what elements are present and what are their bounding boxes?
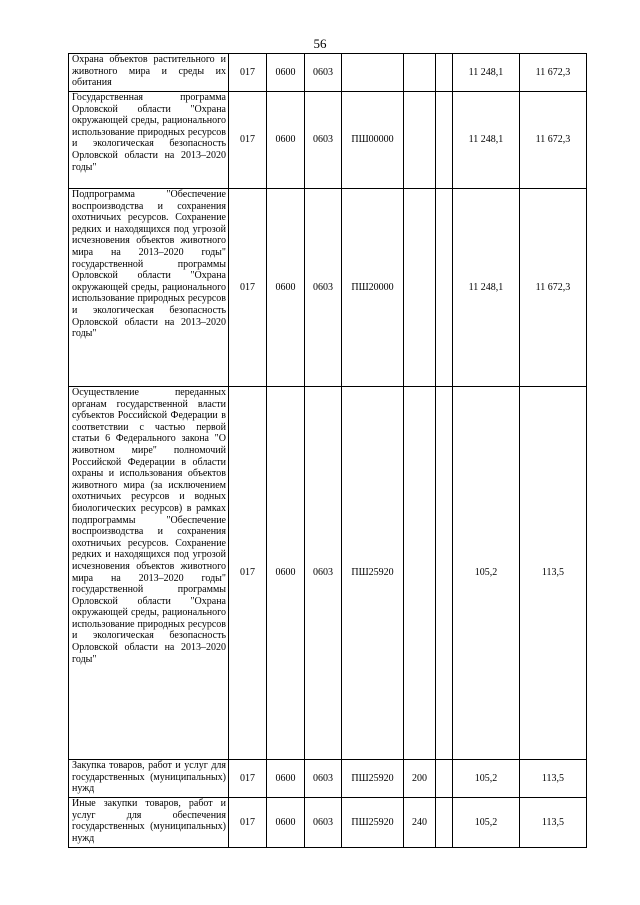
- row-name: Закупка товаров, работ и услуг для государственных (муниципальных) нужд: [69, 760, 229, 798]
- target-article-code: [342, 54, 404, 92]
- table-row: [69, 798, 587, 848]
- table-row: [69, 760, 587, 798]
- target-article-code: ПШ25920: [342, 760, 404, 798]
- subsection-code: 0603: [305, 54, 342, 92]
- grbs-code: 017: [229, 760, 267, 798]
- amount-first-year: 11 248,1: [453, 54, 520, 92]
- grbs-code: 017: [229, 387, 267, 760]
- section-code: 0600: [267, 189, 305, 387]
- amount-second-year: 11 672,3: [520, 189, 587, 387]
- expense-type-code: [404, 92, 436, 189]
- subsection-code: 0603: [305, 92, 342, 189]
- grbs-code: 017: [229, 92, 267, 189]
- target-article-code: ПШ25920: [342, 798, 404, 848]
- table-row: [69, 387, 587, 760]
- expense-type-code: 240: [404, 798, 436, 848]
- expense-type-code: [404, 189, 436, 387]
- section-code: 0600: [267, 92, 305, 189]
- table-row: [69, 92, 587, 189]
- row-name: Иные закупки товаров, работ и услуг для обеспечения государственных (муниципальных) нужд: [69, 798, 229, 848]
- subsection-code: 0603: [305, 189, 342, 387]
- extra-cell: [436, 760, 453, 798]
- table-row: [69, 54, 587, 92]
- amount-first-year: 11 248,1: [453, 92, 520, 189]
- amount-second-year: 113,5: [520, 798, 587, 848]
- section-code: 0600: [267, 387, 305, 760]
- row-name: Государственная программа Орловской области "Охрана окружающей среды, рационального использование природных ресурсов и экологическая безопасность Орловской области на 2013–2020 годы": [69, 92, 229, 189]
- subsection-code: 0603: [305, 387, 342, 760]
- amount-first-year: 105,2: [453, 387, 520, 760]
- amount-first-year: 105,2: [453, 798, 520, 848]
- target-article-code: ПШ25920: [342, 387, 404, 760]
- row-name: Охрана объектов растительного и животного мира и среды их обитания: [69, 54, 229, 92]
- amount-second-year: 113,5: [520, 387, 587, 760]
- row-name: Осуществление переданных органам государственной власти субъектов Российской Федерации в соответствии с частью первой статьи 6 Федерального закона "О животном мире" полномочий Российской Федерации в области охраны и использования объектов животного мира (за исключением охотничьих ресурсов и водных биологических ресурсов) в рамках подпрограммы "Обеспечение воспроизводства и сохранения охотничьих ресурсов. Сохранение редких и находящихся под угрозой исчезновения объектов животного мира на 2013–2020 годы" государственной программы Орловской области "Охрана окружающей среды, рационального использование природных ресурсов и экологическая безопасность Орловской области на 2013–2020 годы": [69, 387, 229, 760]
- subsection-code: 0603: [305, 760, 342, 798]
- extra-cell: [436, 54, 453, 92]
- amount-second-year: 11 672,3: [520, 92, 587, 189]
- grbs-code: 017: [229, 54, 267, 92]
- amount-first-year: 11 248,1: [453, 189, 520, 387]
- row-name: Подпрограмма "Обеспечение воспроизводства и сохранения охотничьих ресурсов. Сохранение редких и находящихся под угрозой исчезновения объектов животного мира на 2013–2020 годы" государственной программы Орловской области "Охрана окружающей среды, рационального использование природных ресурсов и экологическая безопасность Орловской области на 2013–2020 годы": [69, 189, 229, 387]
- section-code: 0600: [267, 760, 305, 798]
- expense-type-code: [404, 387, 436, 760]
- extra-cell: [436, 92, 453, 189]
- subsection-code: 0603: [305, 798, 342, 848]
- target-article-code: ПШ00000: [342, 92, 404, 189]
- expense-type-code: [404, 54, 436, 92]
- extra-cell: [436, 189, 453, 387]
- expense-type-code: 200: [404, 760, 436, 798]
- amount-second-year: 11 672,3: [520, 54, 587, 92]
- section-code: 0600: [267, 54, 305, 92]
- section-code: 0600: [267, 798, 305, 848]
- extra-cell: [436, 798, 453, 848]
- budget-table: [68, 53, 587, 848]
- target-article-code: ПШ20000: [342, 189, 404, 387]
- amount-first-year: 105,2: [453, 760, 520, 798]
- page-number: 56: [313, 36, 327, 51]
- extra-cell: [436, 387, 453, 760]
- table-row: [69, 189, 587, 387]
- grbs-code: 017: [229, 189, 267, 387]
- grbs-code: 017: [229, 798, 267, 848]
- amount-second-year: 113,5: [520, 760, 587, 798]
